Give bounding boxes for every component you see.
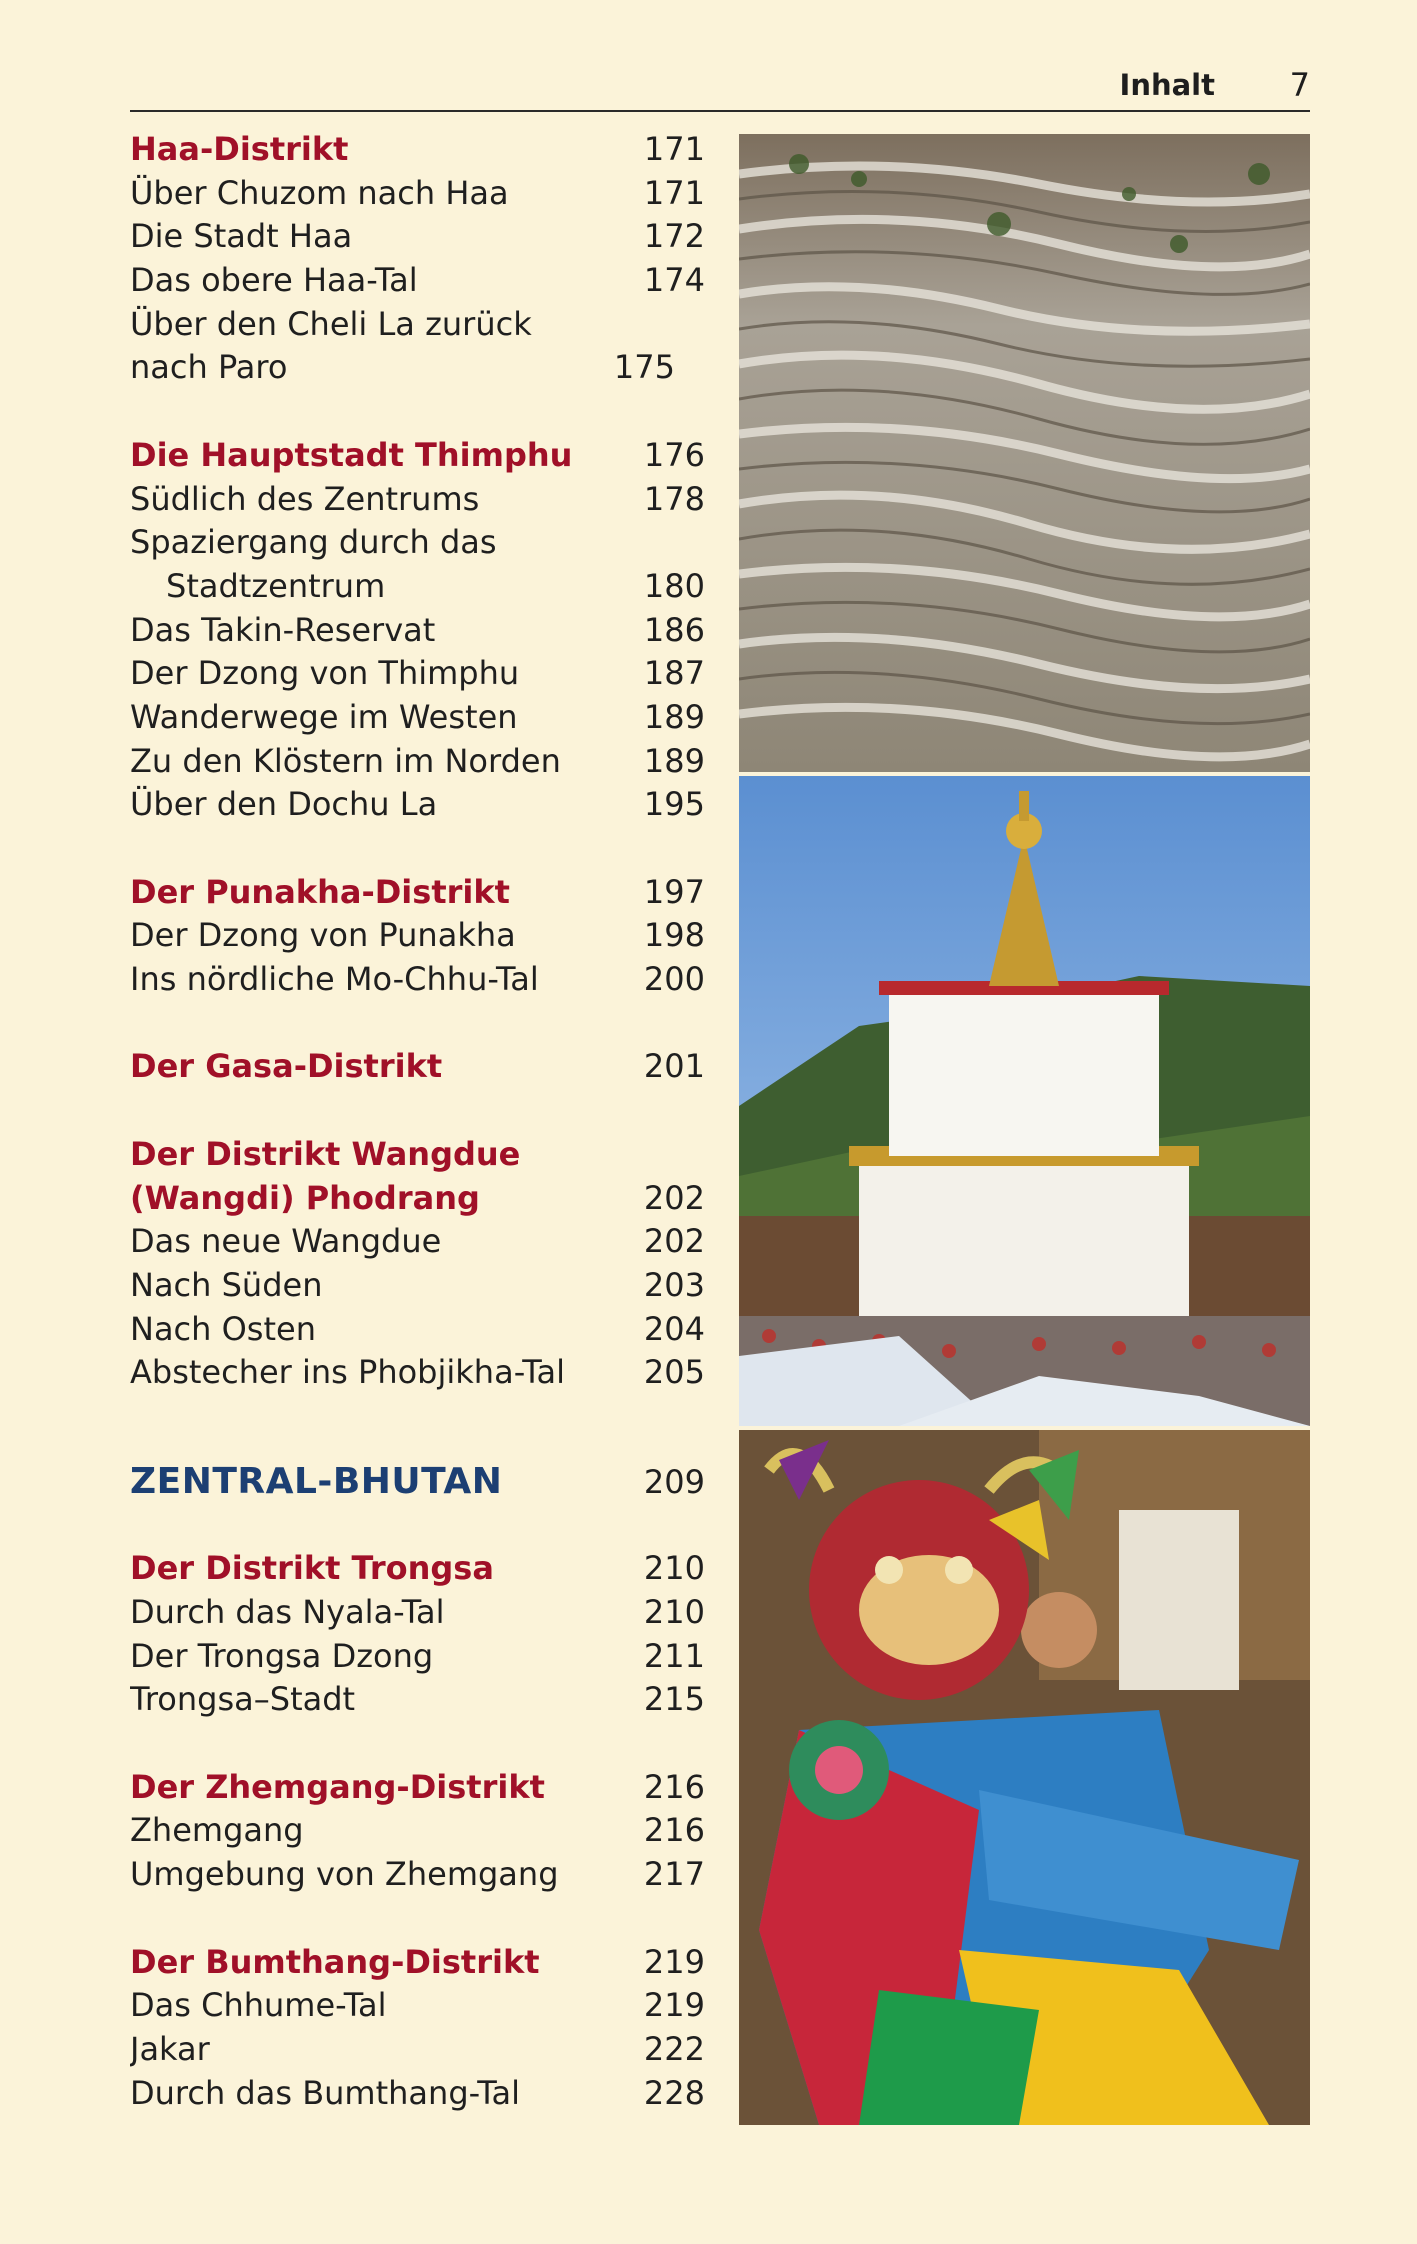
toc-entry-title: Ins nördliche Mo-Chhu-Tal — [130, 960, 539, 999]
toc-entry[interactable] — [130, 1264, 705, 1308]
toc-district-heading[interactable] — [130, 434, 705, 478]
toc-entry[interactable] — [130, 1809, 705, 1853]
toc-entry-page: 200 — [643, 960, 705, 999]
toc-spacer — [130, 1395, 705, 1460]
toc-spacer — [130, 1504, 705, 1548]
toc-entry-title: Nach Osten — [130, 1309, 316, 1348]
toc-entry-title: Trongsa–Stadt — [130, 1680, 356, 1719]
toc-entry-title: Über den Cheli La zurück — [130, 304, 532, 343]
toc-entry-page: 219 — [643, 1986, 705, 2025]
toc-entry-title: Der Gasa-Distrikt — [130, 1047, 443, 1086]
toc-district-heading[interactable] — [130, 1547, 705, 1591]
toc-entry[interactable] — [130, 1635, 705, 1679]
toc-entry[interactable] — [130, 1591, 705, 1635]
toc-district-heading[interactable] — [130, 871, 705, 915]
toc-entry-title: Durch das Bumthang-Tal — [130, 2073, 520, 2112]
toc-entry-page: 201 — [643, 1047, 705, 1086]
toc-entry-page: 204 — [643, 1309, 705, 1348]
toc-entry[interactable] — [130, 2072, 705, 2116]
toc-spacer — [130, 1897, 705, 1941]
toc-district-heading[interactable] — [130, 1177, 705, 1221]
toc-entry[interactable] — [130, 609, 705, 653]
toc-entry-page: 198 — [643, 916, 705, 955]
toc-entry-page: 175 — [613, 348, 675, 387]
toc-entry-title: Abstecher ins Phobjikha-Tal — [130, 1353, 566, 1392]
toc-entry-title: Haa-Distrikt — [130, 130, 349, 168]
toc-entry-title: Zu den Klöstern im Norden — [130, 741, 561, 780]
toc-entry-title: nach Paro — [130, 348, 288, 387]
toc-entry-title: (Wangdi) Phodrang — [130, 1178, 480, 1217]
toc-entry-page: 217 — [643, 1855, 705, 1894]
toc-entry-page: 189 — [643, 697, 705, 736]
toc-entry-title: Der Bumthang-Distrikt — [130, 1942, 540, 1981]
toc-entry-title: Jakar — [130, 2029, 210, 2068]
table-of-contents — [130, 128, 705, 2115]
toc-entry-page: 176 — [643, 435, 705, 474]
toc-entry-page: 211 — [643, 1636, 705, 1675]
toc-entry-title: Die Stadt Haa — [130, 217, 353, 256]
toc-entry[interactable] — [130, 1220, 705, 1264]
toc-entry-title: Das obere Haa-Tal — [130, 261, 418, 300]
toc-entry-title: Spaziergang durch das — [130, 523, 497, 562]
toc-entry-page: 187 — [643, 654, 705, 693]
toc-entry-page: 189 — [643, 741, 705, 780]
toc-region-heading[interactable] — [130, 1460, 705, 1504]
toc-entry[interactable] — [130, 740, 705, 784]
toc-entry-page: 195 — [643, 785, 705, 824]
toc-entry-page: 171 — [643, 130, 705, 168]
toc-entry-page: 178 — [643, 479, 705, 518]
toc-entry-title: Das Chhume-Tal — [130, 1986, 387, 2025]
toc-entry[interactable] — [130, 215, 705, 259]
toc-entry-page: 210 — [643, 1593, 705, 1631]
toc-entry-page: 209 — [643, 1462, 705, 1501]
photo-stupa — [739, 776, 1310, 1426]
toc-entry-title: Über den Dochu La — [130, 785, 438, 824]
toc-entry[interactable] — [130, 914, 705, 958]
photo-column — [739, 134, 1310, 2125]
photo-masked-dancer — [739, 1430, 1310, 2125]
toc-entry-title: Umgebung von Zhemgang — [130, 1855, 559, 1894]
toc-entry[interactable] — [130, 1853, 705, 1897]
toc-entry-page: 215 — [643, 1680, 705, 1719]
toc-entry-title: Der Distrikt Trongsa — [130, 1549, 494, 1588]
toc-entry[interactable] — [130, 652, 705, 696]
toc-entry[interactable] — [130, 303, 705, 347]
toc-spacer — [130, 390, 705, 434]
toc-entry-page: 205 — [643, 1353, 705, 1392]
toc-entry-page: 180 — [643, 566, 705, 605]
toc-entry[interactable] — [130, 1984, 705, 2028]
toc-entry[interactable] — [130, 958, 705, 1002]
running-header — [130, 66, 1310, 112]
toc-entry-title: Die Hauptstadt Thimphu — [130, 435, 573, 474]
toc-entry[interactable] — [130, 696, 705, 740]
toc-entry[interactable] — [130, 1678, 705, 1722]
toc-entry-page: 171 — [643, 173, 705, 212]
toc-entry[interactable] — [130, 346, 705, 390]
toc-entry[interactable] — [130, 783, 705, 827]
toc-entry[interactable] — [130, 478, 705, 522]
toc-district-heading[interactable] — [130, 1941, 705, 1985]
toc-entry-page: 197 — [643, 872, 705, 911]
toc-entry-title: Südlich des Zentrums — [130, 479, 480, 518]
page-number: 7 — [1289, 66, 1310, 104]
toc-spacer — [130, 1002, 705, 1046]
toc-entry-title: Der Trongsa Dzong — [130, 1636, 434, 1675]
toc-entry-title: Das Takin-Reservat — [130, 610, 436, 649]
toc-entry-title: Stadtzentrum — [166, 566, 386, 605]
toc-entry-title: Durch das Nyala-Tal — [130, 1593, 445, 1631]
toc-entry[interactable] — [130, 172, 705, 216]
toc-entry-page: 216 — [643, 1767, 705, 1806]
toc-entry-page: 202 — [643, 1222, 705, 1261]
toc-spacer — [130, 1722, 705, 1766]
toc-entry-title: Zhemgang — [130, 1811, 304, 1850]
toc-spacer — [130, 1089, 705, 1133]
toc-entry-page: 186 — [643, 610, 705, 649]
header-section-label: Inhalt — [1119, 68, 1215, 102]
toc-entry-title: Der Dzong von Thimphu — [130, 654, 520, 693]
toc-entry[interactable] — [130, 521, 705, 565]
toc-entry-title: Der Punakha-Distrikt — [130, 872, 510, 911]
toc-entry-page: 228 — [643, 2073, 705, 2112]
toc-entry-title: ZENTRAL-BHUTAN — [130, 1460, 503, 1502]
toc-entry-page: 172 — [643, 217, 705, 256]
toc-district-heading[interactable] — [130, 1045, 705, 1089]
toc-entry-page: 219 — [643, 1942, 705, 1981]
photo-terraced-fields — [739, 134, 1310, 772]
toc-district-heading[interactable] — [130, 1133, 705, 1177]
toc-entry-title: Wanderwege im Westen — [130, 697, 518, 736]
toc-entry[interactable] — [130, 1351, 705, 1395]
toc-district-heading[interactable] — [130, 128, 705, 172]
toc-entry-title: Nach Süden — [130, 1265, 323, 1304]
toc-entry-title: Der Zhemgang-Distrikt — [130, 1767, 545, 1806]
toc-district-heading[interactable] — [130, 1766, 705, 1810]
toc-entry-title: Der Distrikt Wangdue — [130, 1134, 521, 1173]
toc-entry-page: 222 — [643, 2029, 705, 2068]
toc-entry[interactable] — [130, 259, 705, 303]
toc-entry[interactable] — [130, 565, 705, 609]
toc-entry[interactable] — [130, 1308, 705, 1352]
toc-entry-title: Der Dzong von Punakha — [130, 916, 516, 955]
toc-entry-page: 203 — [643, 1265, 705, 1304]
toc-entry-page: 210 — [643, 1549, 705, 1588]
toc-entry[interactable] — [130, 2028, 705, 2072]
toc-entry-title: Das neue Wangdue — [130, 1222, 442, 1261]
toc-entry-page: 216 — [643, 1811, 705, 1850]
toc-spacer — [130, 827, 705, 871]
toc-entry-title: Über Chuzom nach Haa — [130, 173, 509, 212]
toc-entry-page: 174 — [643, 261, 705, 300]
toc-entry-page: 202 — [643, 1178, 705, 1217]
